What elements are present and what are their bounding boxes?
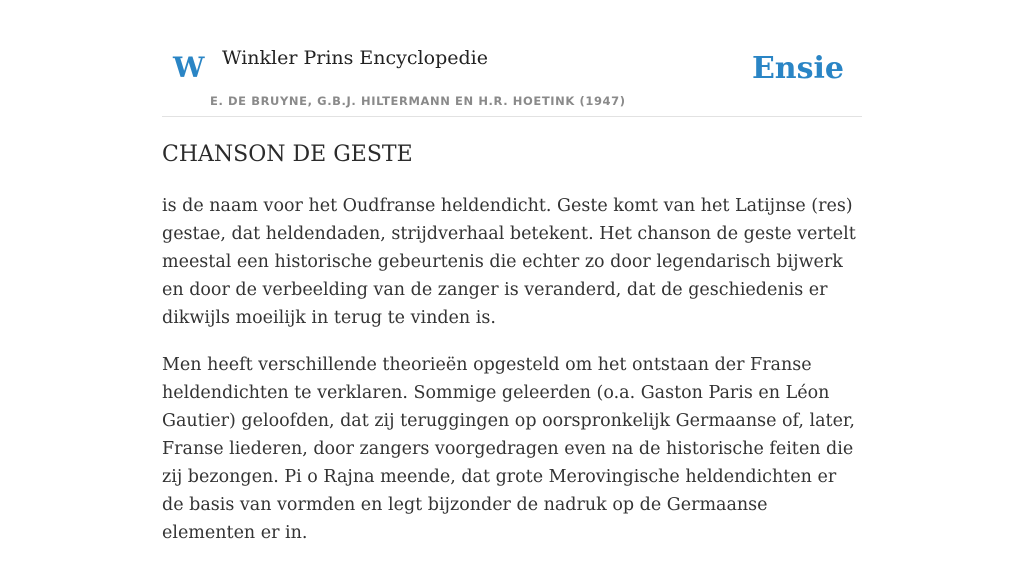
source-title[interactable]: Winkler Prins Encyclopedie (222, 47, 488, 69)
article-paragraph: is de naam voor het Oudfranse heldendicht. Geste komt van het Latijnse (res) gestae, dat heldendaden, strijdverhaal betekent. Het chanson de geste vertelt meestal een historische gebeurtenis die echter zo door legendarisch bijwerk en door de verbeelding van de zanger is veranderd, dat de geschiedenis er dikwijls moeilijk in terug te vinden is. (162, 196, 856, 328)
ensie-logo[interactable]: Ensie (751, 51, 844, 86)
article-title: CHANSON DE GESTE (162, 142, 413, 167)
source-authors: E. DE BRUYNE, G.B.J. HILTERMANN EN H.R. HOETINK (1947) (210, 94, 626, 108)
article-paragraph: Men heeft verschillende theorieën opgesteld om het ontstaan der Franse heldendichten te verklaren. Sommige geleerden (o.a. Gaston Paris en Léon Gautier) geloofden, dat zij teruggingen op oorspronkelijk Germaanse of, later, Franse liederen, door zangers voorgedragen even na de historische feiten die zij bezongen. Pi o Rajna meende, dat grote Merovingische heldendichten er de basis van vormden en legt bijzonder de nadruk op de Germaanse elementen er in. (162, 355, 855, 543)
winkler-prins-logo[interactable]: W (173, 51, 205, 84)
source-header (162, 40, 862, 117)
article-body (162, 192, 862, 566)
